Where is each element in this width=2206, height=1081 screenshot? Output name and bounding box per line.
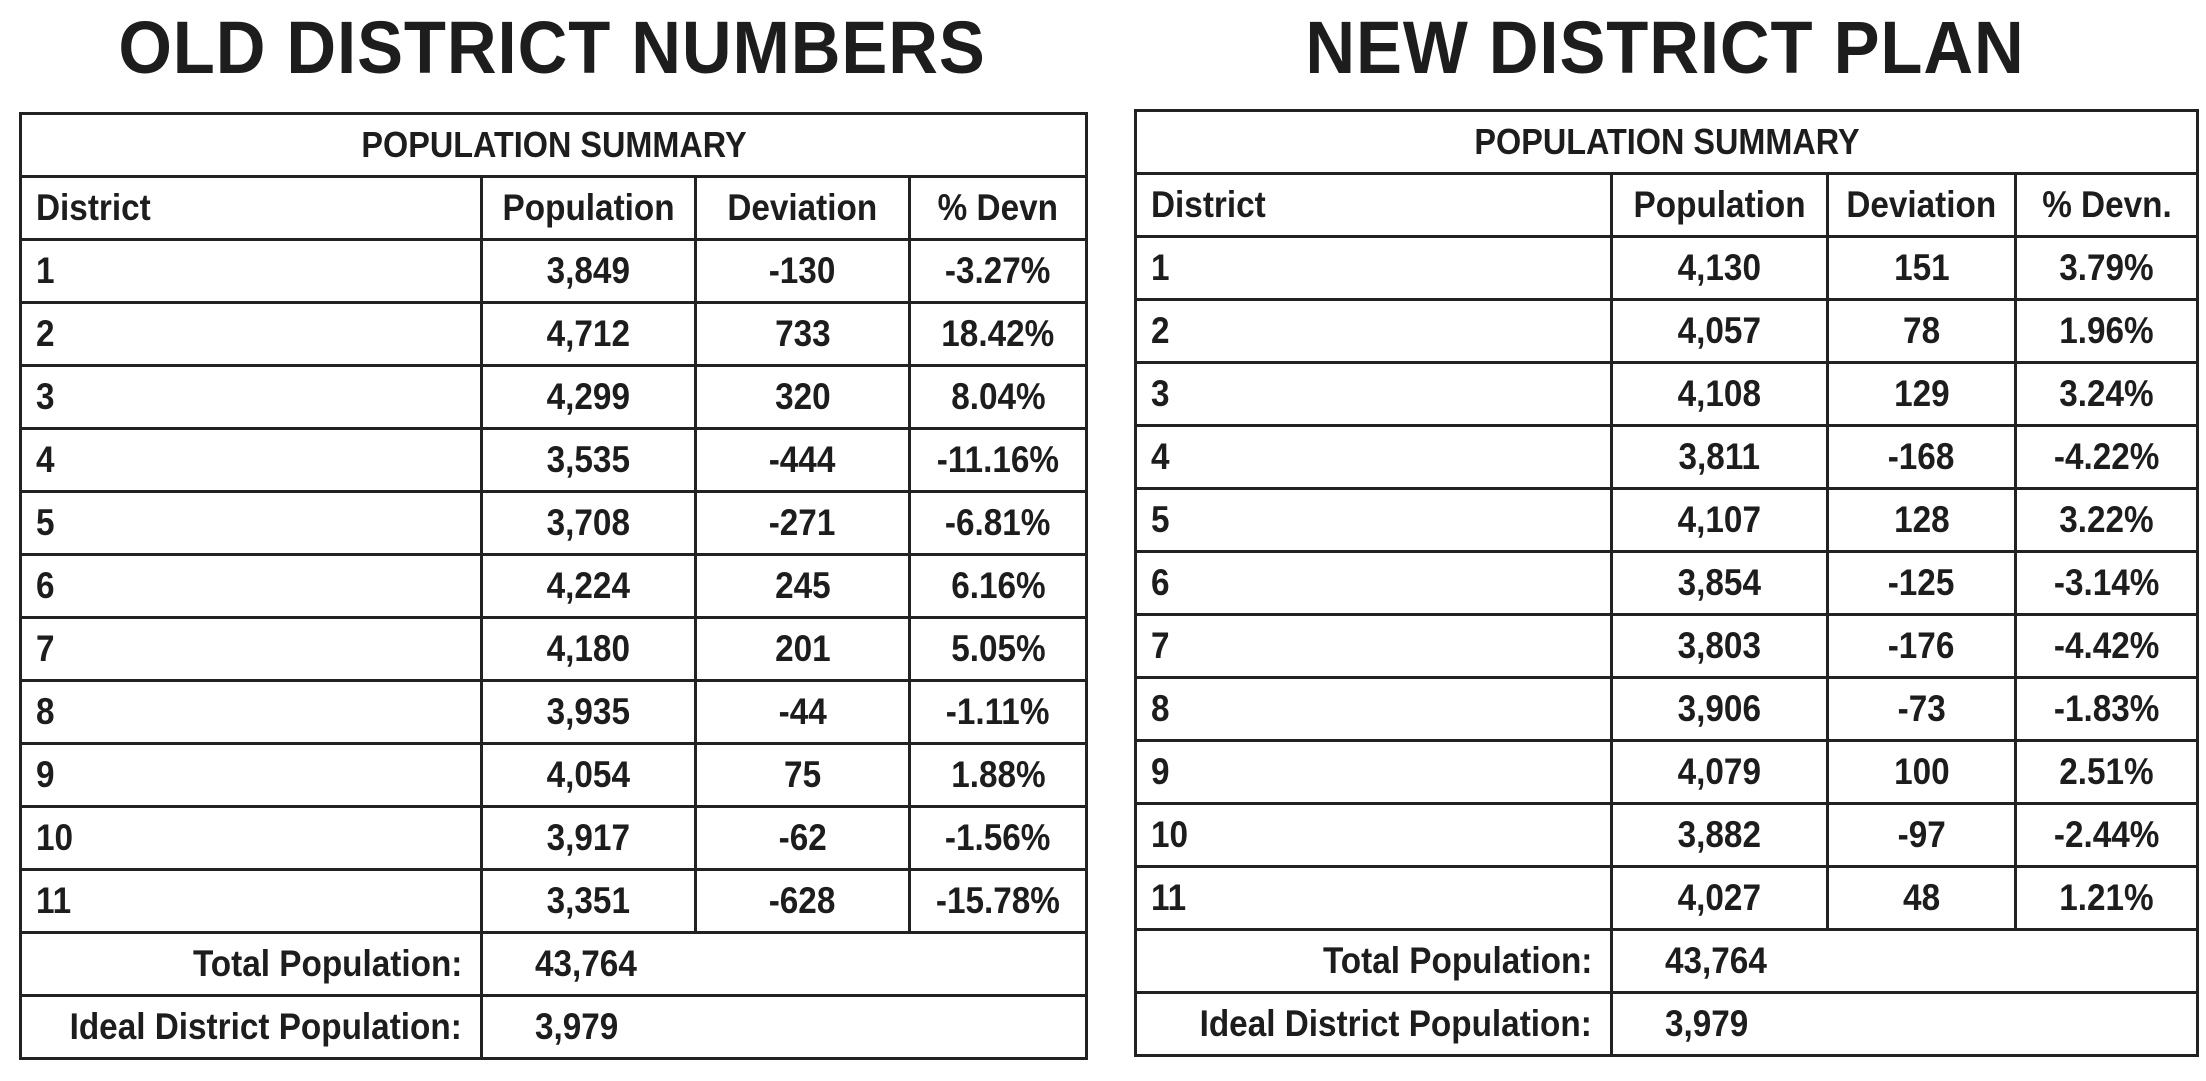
deviation-cell-text: -130 — [769, 250, 836, 291]
population-cell — [482, 870, 696, 933]
district-number-cell — [21, 681, 482, 744]
deviation-cell-text: -628 — [769, 880, 836, 921]
deviation-cell — [696, 618, 910, 681]
total-population-value-text: 43,764 — [535, 943, 637, 984]
new-plan-title: NEW DISTRICT PLAN — [1305, 6, 2025, 89]
pct-devn-cell — [910, 303, 1087, 366]
total-population-row — [21, 933, 1087, 996]
district-number-cell-text: 3 — [1151, 373, 1170, 414]
district-number-cell — [1136, 552, 1612, 615]
district-row — [21, 618, 1087, 681]
district-number-cell — [1136, 237, 1612, 300]
new-population-summary-table — [1134, 109, 2199, 1057]
population-cell — [1612, 615, 1828, 678]
new-plan-panel — [1134, 0, 2196, 1081]
deviation-cell-text: -444 — [769, 439, 836, 480]
pct-devn-cell — [2016, 363, 2198, 426]
population-cell-text: 3,849 — [546, 250, 631, 291]
pct-devn-cell — [2016, 615, 2198, 678]
deviation-cell — [1828, 237, 2016, 300]
deviation-cell-text: -97 — [1897, 814, 1946, 855]
deviation-cell-text: -168 — [1888, 436, 1955, 477]
population-cell — [482, 240, 696, 303]
ideal-district-population-row — [21, 996, 1087, 1059]
population-cell-text: 3,708 — [546, 502, 631, 543]
ideal-district-population-value — [482, 996, 1087, 1059]
district-number-cell — [1136, 489, 1612, 552]
district-number-cell — [1136, 300, 1612, 363]
district-row — [1136, 300, 2198, 363]
district-row — [1136, 741, 2198, 804]
population-cell — [482, 744, 696, 807]
district-number-cell — [1136, 615, 1612, 678]
district-number-cell — [1136, 678, 1612, 741]
district-number-cell — [21, 366, 482, 429]
population-cell-text: 4,224 — [546, 565, 631, 606]
population-cell-text: 3,854 — [1677, 562, 1762, 603]
population-cell — [1612, 804, 1828, 867]
district-number-cell-text: 7 — [1151, 625, 1170, 666]
population-cell — [1612, 867, 1828, 930]
total-population-value — [482, 933, 1087, 996]
deviation-cell — [1828, 300, 2016, 363]
district-number-cell — [21, 618, 482, 681]
district-number-cell-text: 10 — [1151, 814, 1189, 855]
pct-devn-cell — [910, 555, 1087, 618]
population-cell — [482, 429, 696, 492]
district-row — [21, 240, 1087, 303]
district-row — [21, 555, 1087, 618]
district-number-cell-text: 2 — [36, 313, 55, 354]
district-number-cell-text: 11 — [36, 880, 72, 921]
population-cell-text: 4,299 — [546, 376, 631, 417]
pct-devn-cell-text: -1.11% — [946, 691, 1050, 732]
population-cell-text: 4,057 — [1677, 310, 1762, 351]
pct-devn-cell — [910, 807, 1087, 870]
ideal-district-population-label-text: Ideal District Population: — [69, 1006, 462, 1047]
pct-devn-cell — [2016, 552, 2198, 615]
pct-devn-cell-text: 3.24% — [2059, 373, 2154, 414]
pct-devn-cell-text: 3.79% — [2059, 247, 2154, 288]
population-cell-text: 4,079 — [1677, 751, 1762, 792]
population-cell-text: 3,803 — [1677, 625, 1762, 666]
population-cell-text: 4,027 — [1677, 877, 1762, 918]
district-number-cell — [21, 807, 482, 870]
deviation-cell-text: 245 — [774, 565, 831, 606]
district-row — [1136, 867, 2198, 930]
column-header-row — [21, 177, 1087, 240]
district-number-cell-text: 1 — [36, 250, 55, 291]
pct-devn-cell — [2016, 867, 2198, 930]
deviation-cell — [696, 744, 910, 807]
deviation-cell-text: 320 — [774, 376, 831, 417]
total-population-label — [1136, 930, 1612, 993]
deviation-cell — [696, 681, 910, 744]
deviation-cell-text: 128 — [1893, 499, 1950, 540]
population-cell-text: 3,811 — [1678, 436, 1761, 477]
total-population-row — [1136, 930, 2198, 993]
pct-devn-cell-text: 1.96% — [2059, 310, 2154, 351]
pct-devn-cell — [2016, 237, 2198, 300]
column-header-pct-devn: % Devn. — [2016, 174, 2198, 237]
population-cell — [482, 492, 696, 555]
population-cell — [482, 555, 696, 618]
population-cell — [482, 807, 696, 870]
district-row — [1136, 489, 2198, 552]
pct-devn-cell-text: 2.51% — [2059, 751, 2154, 792]
new-table-body — [1136, 111, 2198, 1056]
deviation-cell-text: 129 — [1893, 373, 1950, 414]
pct-devn-cell-text: -6.81% — [945, 502, 1051, 543]
old-table-body — [21, 114, 1087, 1059]
pct-devn-cell-text: 5.05% — [950, 628, 1046, 669]
ideal-district-population-label — [1136, 993, 1612, 1056]
pct-devn-cell — [910, 870, 1087, 933]
deviation-cell — [1828, 741, 2016, 804]
district-row — [21, 366, 1087, 429]
pct-devn-cell-text: -11.16% — [936, 439, 1060, 480]
pct-devn-cell — [910, 366, 1087, 429]
district-number-cell — [1136, 804, 1612, 867]
total-population-value — [1612, 930, 2198, 993]
pct-devn-cell-text: -15.78% — [935, 880, 1061, 921]
deviation-cell-text: -125 — [1888, 562, 1955, 603]
pct-devn-cell-text: -2.44% — [2053, 814, 2160, 855]
deviation-cell — [696, 870, 910, 933]
ideal-district-population-value — [1612, 993, 2198, 1056]
district-number-cell — [21, 492, 482, 555]
population-cell — [482, 303, 696, 366]
district-number-cell-text: 8 — [1151, 688, 1170, 729]
deviation-cell-text: 100 — [1893, 751, 1950, 792]
pct-devn-cell — [2016, 426, 2198, 489]
summary-header: POPULATION SUMMARY — [1136, 111, 2198, 174]
deviation-cell-text: -176 — [1888, 625, 1955, 666]
pct-devn-cell-text: -3.14% — [2053, 562, 2160, 603]
district-number-cell-text: 2 — [1151, 310, 1170, 351]
population-cell-text: 3,906 — [1677, 688, 1762, 729]
column-header-deviation: Deviation — [1828, 174, 2016, 237]
pct-devn-cell-text: 1.21% — [2059, 877, 2154, 918]
pct-devn-cell-text: 8.04% — [950, 376, 1046, 417]
district-number-cell-text: 6 — [1151, 562, 1170, 603]
district-number-cell-text: 10 — [36, 817, 74, 858]
district-row — [1136, 804, 2198, 867]
deviation-cell — [1828, 615, 2016, 678]
population-cell-text: 4,180 — [546, 628, 631, 669]
population-cell — [482, 681, 696, 744]
district-number-cell-text: 4 — [36, 439, 55, 480]
pct-devn-cell — [910, 492, 1087, 555]
district-number-cell — [1136, 363, 1612, 426]
deviation-cell — [696, 429, 910, 492]
deviation-cell-text: 201 — [774, 628, 831, 669]
district-row — [21, 492, 1087, 555]
pct-devn-cell — [910, 240, 1087, 303]
pct-devn-cell-text: 3.22% — [2059, 499, 2154, 540]
pct-devn-cell — [2016, 489, 2198, 552]
ideal-district-population-label — [21, 996, 482, 1059]
deviation-cell — [1828, 489, 2016, 552]
pct-devn-cell-text: -4.42% — [2053, 625, 2160, 666]
deviation-cell-text: -62 — [778, 817, 827, 858]
pct-devn-cell-text: 6.16% — [950, 565, 1046, 606]
deviation-cell — [696, 807, 910, 870]
district-row — [1136, 426, 2198, 489]
district-row — [21, 744, 1087, 807]
district-number-cell — [21, 555, 482, 618]
pct-devn-cell-text: 1.88% — [950, 754, 1046, 795]
district-number-cell-text: 9 — [1151, 751, 1170, 792]
pct-devn-cell — [910, 681, 1087, 744]
pct-devn-cell-text: -1.56% — [945, 817, 1051, 858]
district-number-cell-text: 5 — [1151, 499, 1170, 540]
deviation-cell-text: -73 — [1897, 688, 1946, 729]
population-cell — [1612, 300, 1828, 363]
population-cell — [482, 366, 696, 429]
population-cell — [1612, 489, 1828, 552]
population-cell — [1612, 426, 1828, 489]
pct-devn-cell-text: 18.42% — [941, 313, 1055, 354]
district-number-cell — [1136, 426, 1612, 489]
ideal-district-population-value-text: 3,979 — [1665, 1003, 1749, 1044]
population-cell-text: 4,712 — [546, 313, 631, 354]
district-number-cell-text: 7 — [36, 628, 55, 669]
population-cell-text: 3,935 — [546, 691, 631, 732]
population-cell-text: 3,351 — [546, 880, 631, 921]
district-number-cell-text: 4 — [1151, 436, 1170, 477]
column-header-pct-devn: % Devn — [910, 177, 1087, 240]
deviation-cell-text: -44 — [778, 691, 827, 732]
total-population-value-text: 43,764 — [1665, 940, 1767, 981]
district-number-cell — [21, 303, 482, 366]
deviation-cell — [1828, 426, 2016, 489]
pct-devn-cell-text: -1.83% — [2053, 688, 2160, 729]
population-cell-text: 3,535 — [546, 439, 631, 480]
district-number-cell-text: 6 — [36, 565, 55, 606]
pct-devn-cell — [2016, 804, 2198, 867]
district-number-cell — [21, 744, 482, 807]
total-population-label-text: Total Population: — [192, 943, 462, 984]
population-cell-text: 4,130 — [1677, 247, 1762, 288]
pct-devn-cell — [910, 744, 1087, 807]
pct-devn-cell — [2016, 678, 2198, 741]
district-number-cell — [21, 429, 482, 492]
column-header-district: District — [1136, 174, 1612, 237]
deviation-cell — [1828, 804, 2016, 867]
population-cell — [1612, 678, 1828, 741]
deviation-cell — [1828, 678, 2016, 741]
district-number-cell-text: 3 — [36, 376, 55, 417]
district-number-cell — [1136, 741, 1612, 804]
population-cell-text: 4,107 — [1677, 499, 1762, 540]
pct-devn-cell — [2016, 741, 2198, 804]
district-row — [1136, 237, 2198, 300]
population-cell — [1612, 552, 1828, 615]
deviation-cell — [1828, 867, 2016, 930]
population-cell-text: 4,108 — [1677, 373, 1762, 414]
column-header-row — [1136, 174, 2198, 237]
pct-devn-cell-text: -3.27% — [945, 250, 1051, 291]
district-row — [1136, 678, 2198, 741]
ideal-district-population-label-text: Ideal District Population: — [1199, 1003, 1592, 1044]
pct-devn-cell — [910, 429, 1087, 492]
district-number-cell-text: 9 — [36, 754, 55, 795]
district-number-cell — [21, 240, 482, 303]
deviation-cell-text: 75 — [783, 754, 822, 795]
population-cell — [1612, 741, 1828, 804]
old-plan-panel — [19, 0, 1085, 1081]
deviation-cell — [1828, 552, 2016, 615]
total-population-label — [21, 933, 482, 996]
district-number-cell-text: 1 — [1151, 247, 1170, 288]
deviation-cell — [696, 303, 910, 366]
deviation-cell — [696, 492, 910, 555]
ideal-district-population-row — [1136, 993, 2198, 1056]
district-row — [21, 807, 1087, 870]
deviation-cell — [696, 240, 910, 303]
deviation-cell — [696, 555, 910, 618]
population-cell-text: 3,882 — [1677, 814, 1762, 855]
population-cell-text: 4,054 — [546, 754, 631, 795]
deviation-cell-text: 78 — [1902, 310, 1941, 351]
pct-devn-cell — [2016, 300, 2198, 363]
population-cell-text: 3,917 — [546, 817, 631, 858]
column-header-deviation: Deviation — [696, 177, 910, 240]
pct-devn-cell — [910, 618, 1087, 681]
district-row — [21, 870, 1087, 933]
old-population-summary-table — [19, 112, 1088, 1060]
column-header-district: District — [21, 177, 482, 240]
district-row — [21, 429, 1087, 492]
district-row — [21, 303, 1087, 366]
district-number-cell-text: 5 — [36, 502, 55, 543]
district-number-cell — [21, 870, 482, 933]
district-number-cell-text: 8 — [36, 691, 55, 732]
deviation-cell-text: 48 — [1902, 877, 1941, 918]
population-cell — [1612, 237, 1828, 300]
population-cell — [482, 618, 696, 681]
district-number-cell-text: 11 — [1151, 877, 1187, 918]
district-row — [1136, 615, 2198, 678]
total-population-label-text: Total Population: — [1322, 940, 1592, 981]
district-number-cell — [1136, 867, 1612, 930]
deviation-cell-text: -271 — [769, 502, 836, 543]
population-cell — [1612, 363, 1828, 426]
district-row — [21, 681, 1087, 744]
district-row — [1136, 552, 2198, 615]
deviation-cell-text: 733 — [774, 313, 831, 354]
column-header-population: Population — [1612, 174, 1828, 237]
district-row — [1136, 363, 2198, 426]
summary-header-row — [21, 114, 1087, 177]
pct-devn-cell-text: -4.22% — [2053, 436, 2160, 477]
deviation-cell-text: 151 — [1893, 247, 1950, 288]
summary-header: POPULATION SUMMARY — [21, 114, 1087, 177]
deviation-cell — [696, 366, 910, 429]
ideal-district-population-value-text: 3,979 — [535, 1006, 619, 1047]
column-header-population: Population — [482, 177, 696, 240]
old-plan-title: OLD DISTRICT NUMBERS — [118, 6, 986, 89]
summary-header-row — [1136, 111, 2198, 174]
deviation-cell — [1828, 363, 2016, 426]
